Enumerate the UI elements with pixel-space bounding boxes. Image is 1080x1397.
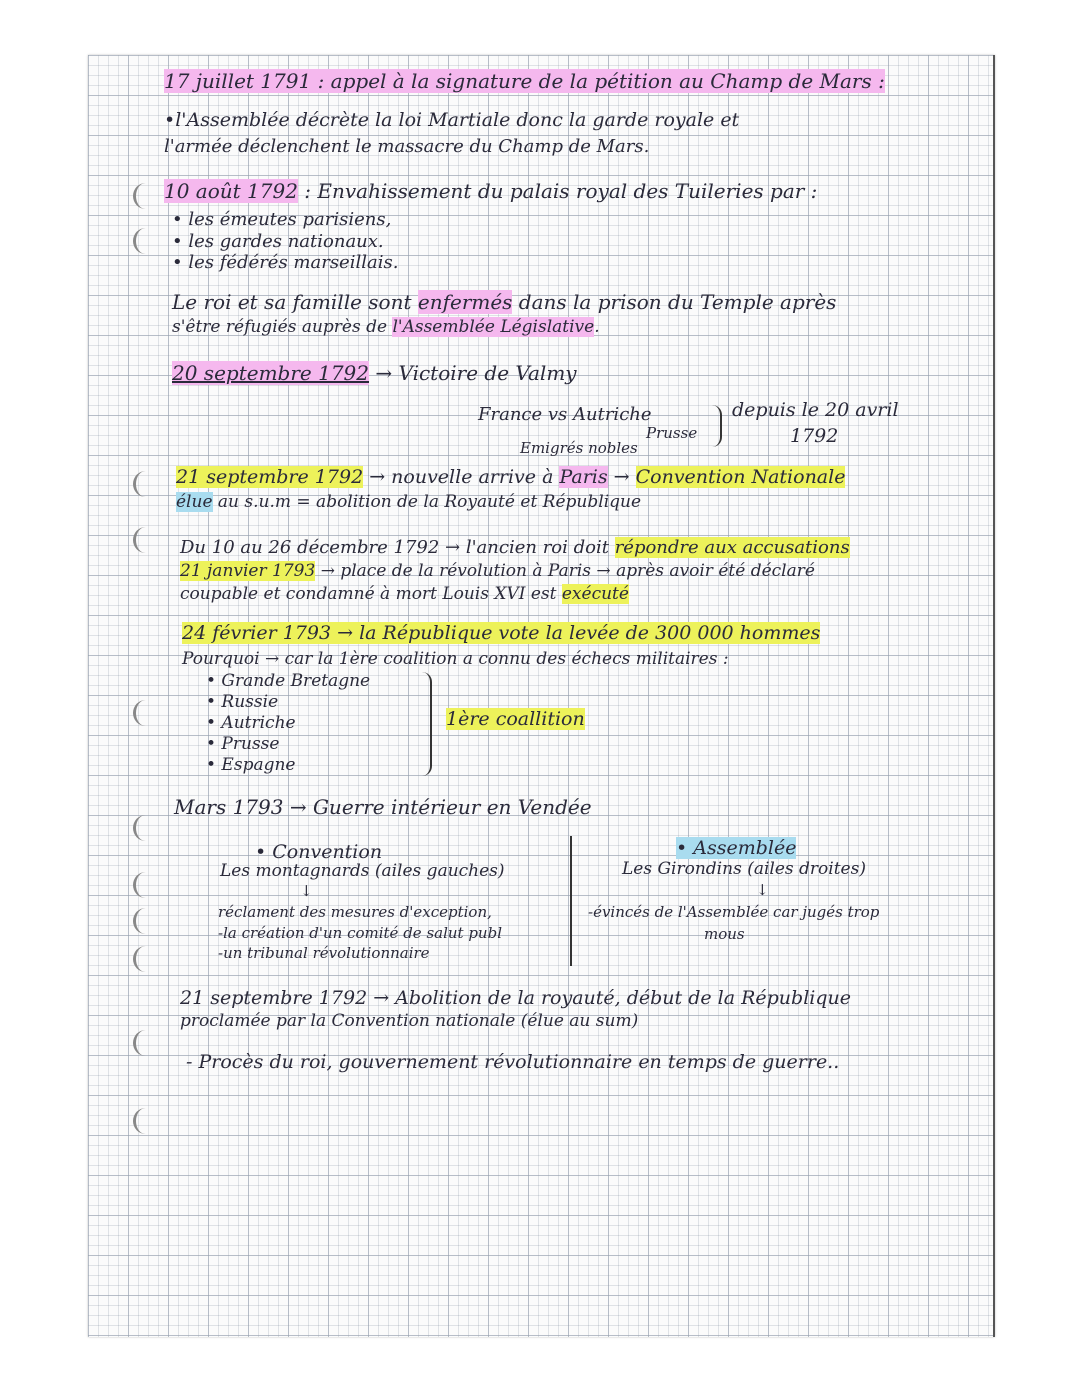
date-text: 10 août 1792 [164, 179, 298, 203]
highlight-text: répondre aux accusations [614, 537, 850, 558]
note-text: -évincés de l'Assemblée car jugés trop [588, 903, 880, 921]
date-text: 20 septembre 1792 [172, 361, 370, 385]
note-line [180, 562, 815, 581]
binder-hole [133, 471, 158, 497]
list-item: • les gardes nationaux. [172, 231, 384, 252]
note-text: . [594, 317, 600, 337]
note-line [164, 70, 885, 92]
note-line: 21 septembre 1792 → Abolition de la royauté, début de la République [180, 987, 852, 1009]
binder-hole [133, 183, 158, 209]
binder-hole [133, 908, 158, 934]
list-item: • les fédérés marseillais. [172, 252, 399, 273]
column-title: • Convention [255, 841, 383, 863]
binder-hole [133, 228, 158, 254]
binder-hole [133, 815, 158, 841]
note-line: •l'Assemblée décrète la loi Martiale donc la garde royale et [164, 109, 740, 131]
column-title [676, 838, 796, 859]
highlight-text: Convention Nationale [635, 466, 846, 488]
binder-hole [133, 527, 158, 553]
note-line [176, 467, 845, 488]
binder-hole [133, 1030, 158, 1056]
note-text: au s.u.m = abolition de la Royauté et République [212, 492, 642, 512]
note-line [164, 180, 817, 202]
note-text: Prusse [646, 424, 698, 442]
list-item: • Grande Bretagne [206, 671, 371, 691]
highlight-text: 24 février 1793 → la République vote la levée de 300 000 hommes [182, 622, 821, 644]
binder-hole [133, 946, 158, 972]
list-item: • Espagne [206, 755, 296, 775]
binder-hole [133, 1108, 158, 1134]
note-text: → place de la révolution à Paris → après avoir été déclaré [315, 561, 815, 581]
note-line [182, 623, 820, 644]
date-text: 21 janvier 1793 [180, 561, 316, 581]
note-line: l'armée déclenchent le massacre du Champ de Mars. [164, 136, 650, 157]
list-item: • les émeutes parisiens, [172, 209, 392, 230]
note-text: coupable et condamné à mort Louis XVI est [180, 584, 562, 604]
brace [706, 405, 722, 447]
highlight-text: exécuté [561, 584, 629, 604]
list-item: • Prusse [206, 734, 280, 754]
binder-hole [133, 872, 158, 898]
note-text: → Victoire de Valmy [369, 361, 577, 385]
note-text: Le roi et sa famille sont [172, 290, 418, 314]
note-line [172, 291, 836, 313]
note-text: Emigrés nobles [520, 439, 638, 457]
note-text: Les montagnards (ailes gauches) [220, 861, 505, 881]
binder-hole [133, 700, 158, 726]
note-text: → [607, 466, 636, 488]
note-text: Du 10 au 26 décembre 1792 → l'ancien roi doit [180, 537, 615, 558]
highlight-text: élue [176, 492, 213, 512]
note-line [172, 318, 600, 337]
brace [418, 672, 432, 776]
highlight-text: enfermés [417, 290, 513, 314]
note-text [446, 709, 585, 730]
note-text: Les Girondins (ailes droites) [622, 859, 866, 879]
arrow-icon: ↓ [756, 881, 769, 899]
note-text: : Envahissement du palais royal des Tuileries par : [297, 179, 818, 203]
note-text: s'être réfugiés auprès de [172, 317, 393, 337]
note-text: réclament des mesures d'exception, [218, 903, 492, 921]
note-text: France vs Autriche [478, 404, 652, 425]
note-line [176, 493, 641, 512]
note-line [180, 538, 850, 558]
list-item: • Russie [206, 692, 279, 712]
note-text: dans la prison du Temple après [512, 290, 837, 314]
note-line [180, 585, 629, 604]
note-line: proclamée par la Convention nationale (élue au sum) [180, 1011, 639, 1031]
note-line [172, 362, 577, 384]
note-text: 1792 [790, 425, 839, 447]
note-text: → nouvelle arrive à [363, 466, 560, 488]
note-text: -la création d'un comité de salut publ [218, 924, 502, 942]
highlight-text: • Assemblée [676, 837, 797, 859]
note-text: depuis le 20 avril [732, 399, 899, 421]
highlight-text: l'Assemblée Législative [392, 317, 595, 337]
note-line: - Procès du roi, gouvernement révolutionnaire en temps de guerre.. [186, 1051, 840, 1073]
heading-text: 17 juillet 1791 : appel à la signature de la pétition au Champ de Mars : [164, 69, 885, 93]
arrow-icon: ↓ [300, 882, 313, 900]
note-text: mous [704, 925, 745, 943]
date-text: 21 septembre 1792 [176, 466, 364, 488]
highlight-text: Paris [559, 466, 608, 488]
highlight-text: 1ère coallition [446, 708, 585, 730]
note-text: Mars 1793 → Guerre intérieur en Vendée [174, 795, 592, 819]
note-text: -un tribunal révolutionnaire [218, 944, 430, 962]
column-divider [570, 836, 572, 966]
list-item: • Autriche [206, 713, 296, 733]
note-line [174, 796, 592, 818]
note-line: Pourquoi → car la 1ère coalition a connu des échecs militaires : [182, 649, 729, 669]
